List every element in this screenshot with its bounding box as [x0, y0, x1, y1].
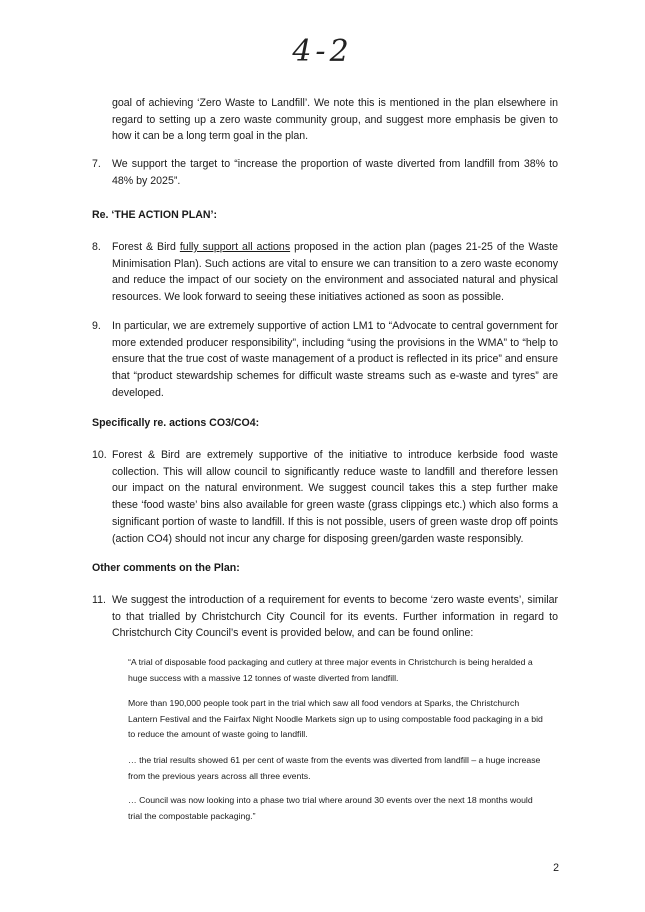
quote-paragraph: … the trial results showed 61 per cent of waste from the events was diverted from landfill – a huge increase from the previous years across all three events. [128, 755, 541, 781]
item-10-number: 10. [92, 449, 107, 461]
item-9-number: 9. [92, 320, 101, 332]
quote-paragraph: … Council was now looking into a phase two trial where around 30 events over the next 18 months would trial the compostable packaging.” [128, 795, 533, 821]
item-9-text: In particular, we are extremely supportive of action LM1 to “Advocate to central government for more extended producer responsibility”, including “using the provisions in the WMA” to “help to ensure that the true cost of waste management of a product is reflected in its price” and ensure that “product stewardship schemes for difficult waste streams such as e-waste and tyres” are developed. [112, 320, 558, 399]
item-8-number: 8. [92, 241, 101, 253]
item-10-text: Forest & Bird are extremely supportive of the initiative to introduce kerbside food waste collection. This will allow council to significantly reduce waste to landfill and therefore lessen our impact on the natural environment. We suggest council takes this a step further make these ‘food waste’ bins also available for green waste (grass clippings etc.) which also forms a significant portion of waste to landfill. If this is not possible, users of green waste drop off points (action CO4) should not incur any charge for disposing green/garden waste responsibly. [112, 449, 558, 545]
page-number: 2 [553, 862, 559, 874]
continuation-paragraph: goal of achieving ‘Zero Waste to Landfill’. We note this is mentioned in the plan elsewhere in regard to setting up a zero waste community group, and suggest more emphasis be given to how it can be a long term goal in the plan. [112, 97, 558, 143]
quote-paragraph: More than 190,000 people took part in the trial which saw all food vendors at Sparks, the Christchurch Lantern Festival and the Fairfax Night Noodle Markets sign up to using compostable food packaging in a bid to reduce the amount of waste going to landfill. [128, 698, 543, 739]
item-8-text-rest: proposed in the action plan (pages 21-25 of the Waste Minimisation Plan). Such actions are vital to ensure we can transition to a zero waste economy and reduce the impact of our society on the environment and associated natural and physical resources. We look forward to seeing these initiatives actioned as soon as possible. [112, 241, 558, 304]
item-8-text-start: Forest & Bird [112, 241, 176, 253]
handwritten-page-label: 4-2 [292, 34, 353, 69]
heading-other-comments: Other comments on the Plan: [92, 562, 240, 574]
item-7-text: We support the target to “increase the proportion of waste diverted from landfill from 38% to 48% by 2025”. [112, 158, 558, 187]
item-11-text: We suggest the introduction of a requirement for events to become ‘zero waste events’, similar to that trialled by Christchurch City Council for its events. Further information in regard to Christchurch City Council’s event is provided below, and can be found online: [112, 594, 558, 640]
item-7-number: 7. [92, 158, 101, 170]
item-8-text [112, 239, 558, 306]
heading-action-plan: Re. ‘THE ACTION PLAN’: [92, 209, 217, 221]
heading-actions-co3-co4: Specifically re. actions CO3/CO4: [92, 417, 260, 429]
quote-paragraph: “A trial of disposable food packaging and cutlery at three major events in Christchurch is being heralded a huge success with a massive 12 tonnes of waste diverted from landfill. [128, 657, 533, 683]
item-8-emphasis: fully support all actions [179, 241, 291, 253]
item-11-number: 11. [92, 594, 106, 606]
